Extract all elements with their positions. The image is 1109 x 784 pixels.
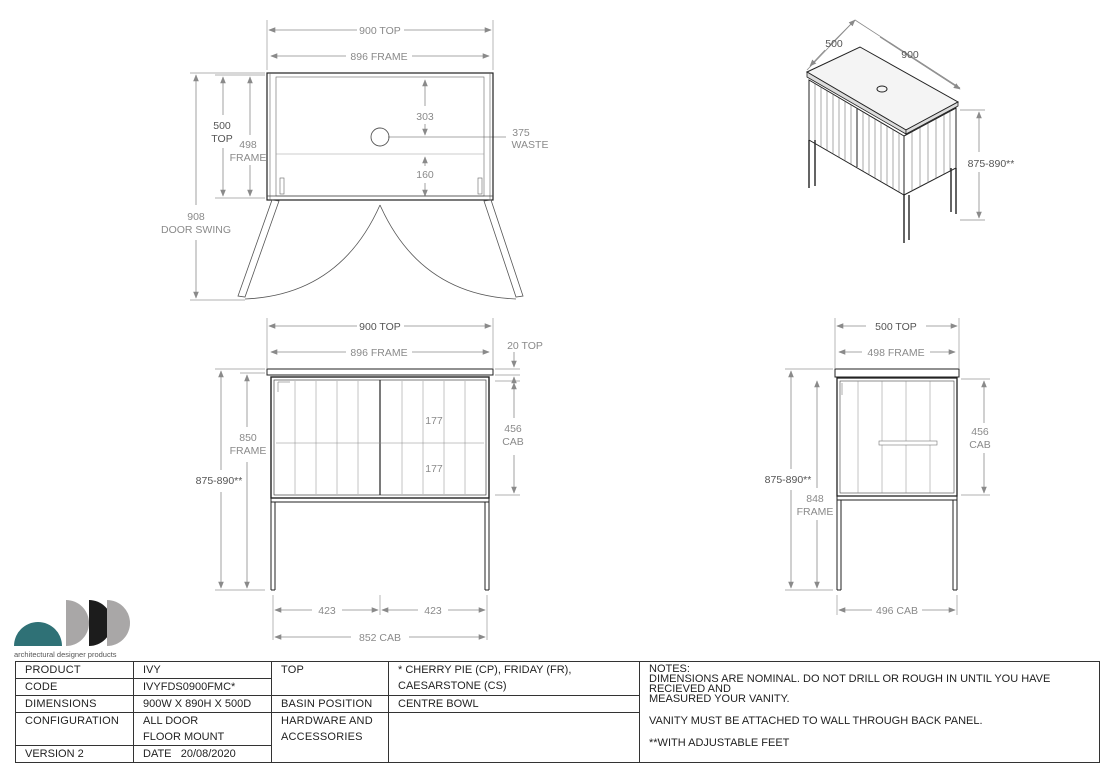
front-top-width: 900 TOP (359, 321, 401, 333)
side-frame-height-value: 848 (806, 493, 824, 505)
iso-depth: 500 (825, 38, 843, 50)
date (134, 746, 272, 763)
plan-door-swing-label: DOOR SWING (161, 224, 231, 236)
hardware-value (389, 713, 640, 763)
plan-waste-back: 303 (416, 111, 434, 123)
side-cab-height-value: 456 (971, 426, 989, 438)
top-value-line-2: CAESARSTONE (CS) (398, 680, 507, 692)
plan-waste-value: 375 (512, 127, 530, 139)
side-elevation (765, 318, 991, 617)
side-cab-height-label: CAB (969, 439, 991, 451)
plan-waste-front: 160 (416, 169, 434, 181)
notes-line-3: VANITY MUST BE ATTACHED TO WALL THROUGH BACK PANEL. (649, 715, 983, 727)
date-label: DATE (143, 748, 172, 760)
front-elevation (196, 318, 543, 644)
plan-frame-width: 896 FRAME (350, 51, 408, 63)
notes-cell (640, 662, 1100, 763)
plan-top-width: 900 TOP (359, 25, 401, 37)
dimensions-label: DIMENSIONS (16, 696, 134, 713)
notes-line-1: DIMENSIONS ARE NOMINAL. DO NOT DRILL OR ROUGH IN UNTIL YOU HAVE RECIEVED AND (649, 673, 1051, 695)
plan-top-depth-value: 500 (213, 120, 231, 132)
front-cab-width: 852 CAB (358, 632, 402, 644)
product-value: IVY (134, 662, 272, 679)
configuration-value-line-1: ALL DOOR (143, 715, 199, 727)
iso-height: 875-890** (967, 158, 1015, 170)
side-overall-height: 875-890** (764, 474, 812, 486)
notes-title: NOTES: (649, 663, 690, 675)
front-cab-height-value: 456 (504, 423, 522, 435)
plan-door-swing-value: 908 (187, 211, 205, 223)
version: VERSION 2 (16, 746, 134, 763)
date-value: 20/08/2020 (180, 748, 236, 760)
front-frame-height-value: 850 (239, 432, 257, 444)
basin-value: CENTRE BOWL (389, 696, 640, 713)
front-frame-height-label: FRAME (229, 445, 267, 457)
front-door-right: 423 (424, 605, 442, 617)
front-door-left: 423 (318, 605, 336, 617)
top-value (389, 662, 640, 696)
configuration-value-line-2: FLOOR MOUNT (143, 731, 225, 743)
side-frame-height-label: FRAME (796, 506, 834, 518)
side-frame-depth: 498 FRAME (867, 347, 925, 359)
top-value-line-1: * CHERRY PIE (CP), FRIDAY (FR), (398, 664, 572, 676)
configuration-value (134, 713, 272, 746)
hardware-label (272, 713, 389, 763)
code-label: CODE (16, 679, 134, 696)
plan-frame-depth-label: FRAME (229, 152, 267, 164)
code-value: IVYFDS0900FMC* (134, 679, 272, 696)
plan-waste-label: WASTE (511, 139, 549, 151)
notes-line-2: MEASURED YOUR VANITY. (649, 693, 790, 705)
plan-frame-depth-value: 498 (239, 139, 257, 151)
brand-name: architectural designer products (14, 650, 117, 659)
plan-view (161, 20, 548, 300)
front-overall-height: 875-890** (195, 475, 243, 487)
configuration-label: CONFIGURATION (16, 713, 134, 746)
spec-table (15, 661, 1100, 763)
side-cab-depth: 496 CAB (875, 605, 919, 617)
hardware-label-line-2: ACCESSORIES (281, 731, 363, 743)
notes-line-4: **WITH ADJUSTABLE FEET (649, 737, 790, 749)
front-top-thickness: 20 TOP (507, 340, 543, 352)
product-label: PRODUCT (16, 662, 134, 679)
hardware-label-line-1: HARDWARE AND (281, 715, 373, 727)
front-panel-lower: 177 (425, 463, 443, 475)
front-cab-height-label: CAB (502, 436, 524, 448)
front-panel-upper: 177 (425, 415, 443, 427)
plan-top-depth-label: TOP (211, 133, 233, 145)
basin-label: BASIN POSITION (272, 696, 389, 713)
front-frame-width: 896 FRAME (350, 347, 408, 359)
dimensions-value: 900W X 890H X 500D (134, 696, 272, 713)
iso-width: 900 (901, 49, 919, 61)
top-label: TOP (272, 662, 389, 696)
isometric-view (807, 20, 1014, 243)
side-top-depth: 500 TOP (875, 321, 917, 333)
brand-logo (14, 600, 130, 646)
